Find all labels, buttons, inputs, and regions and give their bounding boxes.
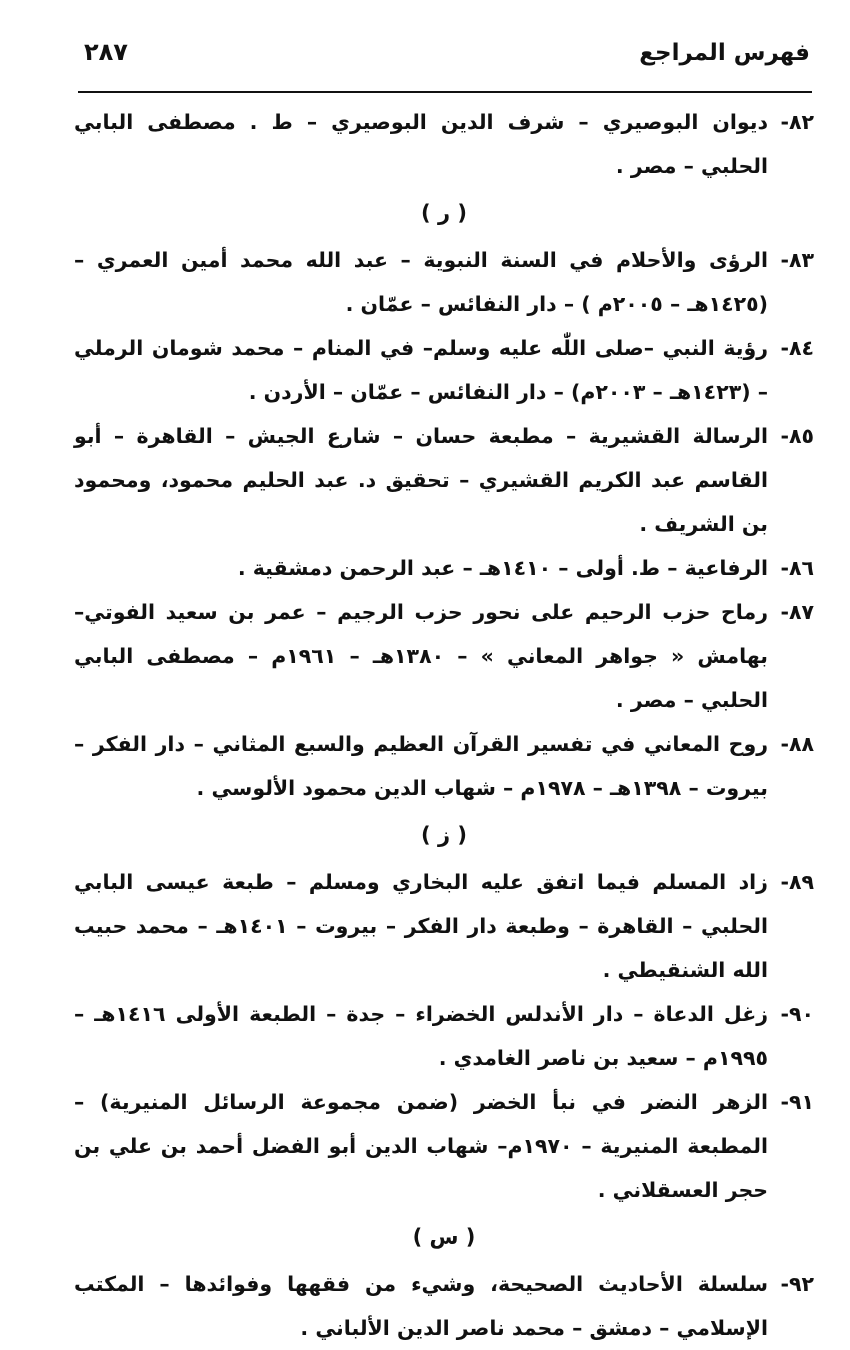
reference-entry-82: [74, 100, 814, 188]
entry-number: ٨٥-: [780, 424, 814, 448]
entry-number: ٨٣-: [780, 248, 814, 272]
entry-number: ٨٨-: [780, 732, 814, 756]
reference-entry-88: [74, 722, 814, 810]
entry-text: رماح حزب الرحيم على نحور حزب الرجيم – عمر بن سعيد الفوتي– بهامش « جواهر المعاني » – ١٣٨٠هـ – ١٩٦١م – مصطفى البابي الحلبي – مصر .: [74, 600, 769, 712]
entry-text: الرسالة القشيرية – مطبعة حسان – شارع الجيش – القاهرة – أبو القاسم عبد الكريم القشيري – تحقيق د. عبد الحليم محمود، ومحمود بن الشريف .: [74, 424, 768, 536]
running-title: فهرس المراجع: [639, 40, 810, 66]
reference-entry-85: [74, 414, 814, 546]
entry-text: الزهر النضر في نبأ الخضر (ضمن مجموعة الرسائل المنيرية) – المطبعة المنيرية – ١٩٧٠م– شهاب الدين أبو الفضل أحمد بن علي بن حجر العسقلاني .: [74, 1090, 768, 1202]
reference-entry-90: [74, 992, 814, 1080]
entry-text: الرؤى والأحلام في السنة النبوية – عبد الله محمد أمين العمري – (١٤٢٥هـ – ٢٠٠٥م ) – دار النفائس – عمّان .: [74, 248, 768, 316]
entry-text: روح المعاني في تفسير القرآن العظيم والسبع المثاني – دار الفكر – بيروت – ١٣٩٨هـ – ١٩٧٨م – شهاب الدين محمود الألوسي .: [74, 732, 768, 800]
header-rule: [78, 91, 812, 93]
entry-number: ٨٢-: [780, 110, 814, 134]
entry-text: رؤية النبي –صلى اللّٰه عليه وسلم– في المنام – محمد شومان الرملي – (١٤٢٣هـ – ٢٠٠٣م) – دار النفائس – عمّان – الأردن .: [74, 336, 768, 404]
reference-entry-91: [74, 1080, 814, 1212]
entry-text: زغل الدعاة – دار الأندلس الخضراء – جدة – الطبعة الأولى ١٤١٦هـ – ١٩٩٥م – سعيد بن ناصر الغامدي .: [74, 1002, 769, 1070]
entry-text: سلسلة الأحاديث الصحيحة، وشيء من فقهها وفوائدها – المكتب الإسلامي – دمشق – محمد ناصر الدين الألباني .: [74, 1272, 768, 1340]
reference-entry-83: [74, 238, 814, 326]
entry-number: ٩١-: [780, 1090, 814, 1114]
reference-entry-92: [74, 1262, 814, 1350]
reference-entry-84: [74, 326, 814, 414]
reference-entry-87: [74, 590, 814, 722]
entry-text: زاد المسلم فيما اتفق عليه البخاري ومسلم – طبعة عيسى البابي الحلبي – القاهرة – وطبعة دار الفكر – بيروت – ١٤٠١هـ – محمد حبيب الله الشنقيطي .: [74, 870, 768, 982]
entry-number: ٨٤-: [780, 336, 814, 360]
references-list: [74, 100, 814, 1350]
entry-number: ٨٩-: [780, 870, 814, 894]
section-heading-ra: ( ر ): [421, 201, 467, 225]
entry-number: ٨٧-: [780, 600, 814, 624]
page-number: ٢٨٧: [84, 38, 128, 66]
page-header: [78, 36, 810, 86]
entry-number: ٨٦-: [780, 556, 814, 580]
section-heading-zay: ( ز ): [421, 823, 467, 847]
entry-text: الرفاعية – ط. أولى – ١٤١٠هـ – عبد الرحمن دمشقية .: [237, 556, 768, 580]
entry-number: ٩٢-: [780, 1272, 814, 1296]
entry-text: ديوان البوصيري – شرف الدين البوصيري – ط . مصطفى البابي الحلبي – مصر .: [74, 110, 768, 178]
reference-entry-89: [74, 860, 814, 992]
entry-number: ٩٠-: [780, 1002, 814, 1026]
reference-entry-86: [74, 546, 814, 590]
section-heading-sin: ( س ): [412, 1225, 476, 1249]
